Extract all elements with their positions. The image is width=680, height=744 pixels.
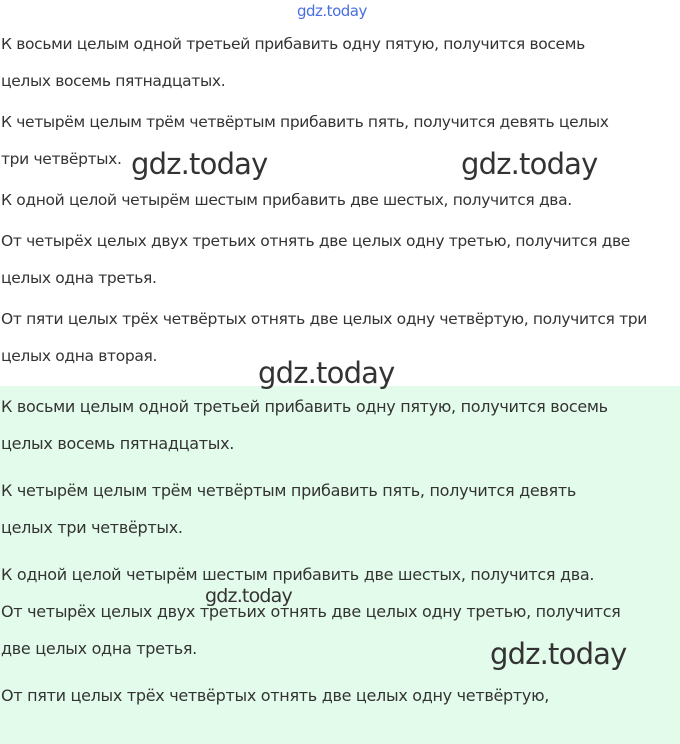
paragraph-3	[0, 182, 680, 219]
highlighted-paragraph-1-line-2: целых восемь пятнадцатых.	[1, 434, 235, 453]
highlighted-paragraph-3-line-1: К одной целой четырём шестым прибавить две шестых, получится два.	[1, 565, 595, 584]
highlighted-paragraph-5	[0, 677, 680, 714]
paragraph-5-line-2: целых одна вторая.	[1, 347, 158, 365]
paragraph-5-line-1: От пяти целых трёх четвёртых отнять две целых одну четвёртую, получится три	[1, 310, 647, 328]
watermark-3: gdz.today	[258, 356, 395, 390]
highlighted-paragraph-1	[0, 388, 680, 462]
paragraph-2-line-1: К четырём целым трём четвёртым прибавить пять, получится девять целых	[1, 113, 609, 131]
highlighted-paragraph-3	[0, 556, 680, 593]
paragraph-4-line-2: целых одна третья.	[1, 269, 157, 287]
highlighted-paragraph-1-line-1: К восьми целым одной третьей прибавить одну пятую, получится восемь	[1, 397, 608, 416]
watermark-4: gdz.today	[205, 585, 292, 607]
highlighted-paragraph-4-line-1: От четырёх целых двух третьих отнять две целых одну третью, получится	[1, 602, 621, 621]
highlighted-paragraph-4-line-2: две целых одна третья.	[1, 639, 197, 658]
paragraph-1	[0, 26, 680, 100]
watermark-1: gdz.today	[131, 147, 268, 181]
paragraph-4	[0, 223, 680, 297]
paragraph-1-line-2: целых восемь пятнадцатых.	[1, 72, 226, 90]
paragraph-2-line-2: три четвёртых.	[1, 150, 122, 168]
top-watermark: gdz.today	[297, 2, 367, 20]
highlighted-paragraph-5-line-1: От пяти целых трёх четвёртых отнять две целых одну четвёртую,	[1, 686, 550, 705]
paragraph-4-line-1: От четырёх целых двух третьих отнять две целых одну третью, получится две	[1, 232, 630, 250]
paragraph-3-line-1: К одной целой четырём шестым прибавить две шестых, получится два.	[1, 191, 572, 209]
highlighted-paragraph-2-line-1: К четырём целым трём четвёртым прибавить пять, получится девять	[1, 481, 577, 500]
highlighted-paragraph-2	[0, 472, 680, 546]
watermark-2: gdz.today	[461, 147, 598, 181]
answer-section-highlighted	[0, 386, 680, 744]
paragraph-1-line-1: К восьми целым одной третьей прибавить одну пятую, получится восемь	[1, 35, 585, 53]
watermark-5: gdz.today	[490, 637, 627, 671]
highlighted-paragraph-2-line-2: целых три четвёртых.	[1, 518, 183, 537]
answer-section-plain	[0, 26, 680, 379]
